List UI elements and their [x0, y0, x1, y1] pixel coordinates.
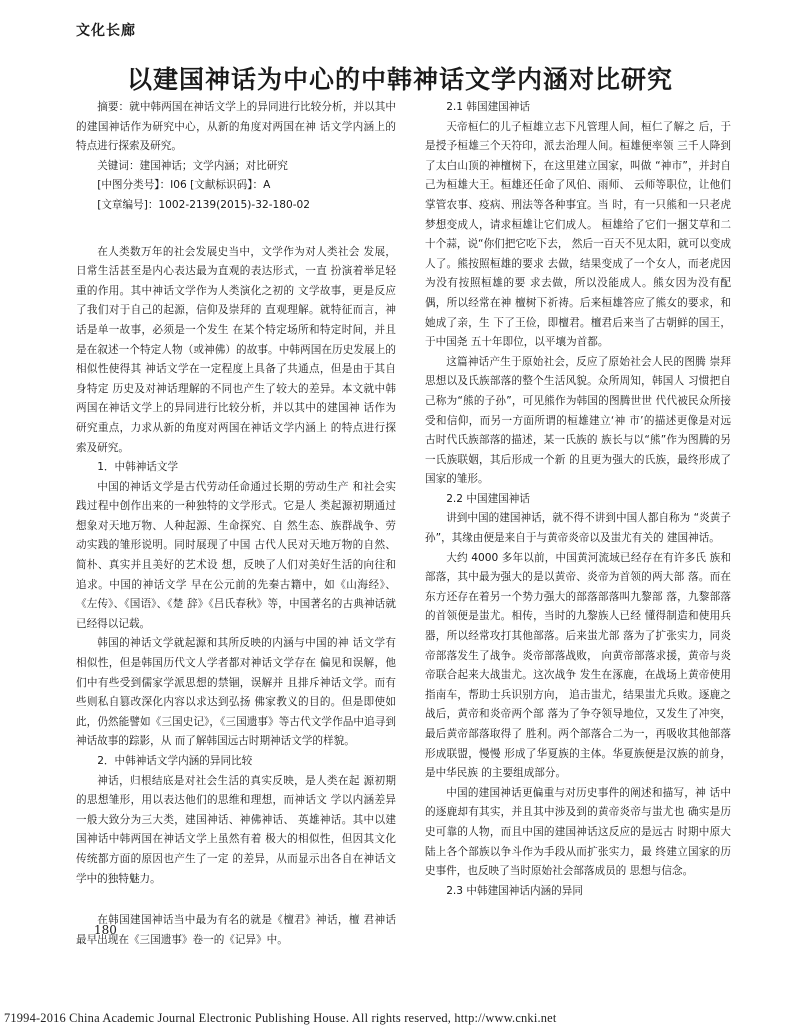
paragraph: 这篇神话产生于原始社会，反应了原始社会人民的图腾 崇拜思想以及氏族部落的整个生活风貌。众所周知，韩国人 习惯把自己称为“熊的子孙”，可见熊作为韩国的图腾世世 代代被民众所接受和信仰，而另一方面所谓的桓雄建立‘神 市’的描述更像是对远古时代氏族部落的描述，某一氏族的 族长与以“熊”作为图腾的另一氏族联姻，其后形成一个新 的且更为强大的氏族，最终形成了国家的雏形。: [425, 355, 731, 486]
subsection-heading-2-2: 2.2 中国建国神话: [446, 492, 530, 505]
paragraph: 大约 4000 多年以前，中国黄河流域已经存在有许多氏 族和部落，其中最为强大的是以黄帝、炎帝为首领的两大部 落。而在东方还存在着另一个势力强大的部落部落叫九黎部 落，九黎部落的首领便是蚩尤。相传，当时的九黎族人已经 懂得制造和使用兵器，所以经常攻打其他部落。后来蚩尤部 落为了扩张实力，同炎帝部落发生了战争。炎帝部落战败， 向黄帝部落求援，黄帝与炎帝联合起来大战蚩尤。这次战争 发生在涿鹿，在战场上黄帝使用指南车，帮助士兵识别方向， 追击蚩尤，结果蚩尤兵败。逐鹿之战后，黄帝和炎帝两个部 落为了争夺领导地位，又发生了冲突，最后黄帝部落取得了 胜利。两个部落合二为一，再吸收其他部落形成联盟，慢慢 形成了华夏族的主体。华夏族便是汉族的前身，是中华民族 的主要组成部分。: [425, 551, 731, 780]
paragraph: 天帝桓仁的儿子桓雄立志下凡管理人间，桓仁了解之 后，于是授予桓雄三个天符印，派去治理人间。桓雄便率领 三千人降到了太白山顶的神檀树下，在这里建立国家，叫做 “神市”，并封自己为桓雄大王。桓雄还任命了风伯、雨师、 云师等职位，让他们掌管农事、疫病、刑法等各种事宜。当 时，有一只熊和一只老虎梦想变成人，请求桓雄让它们成人。 桓雄给了它们一捆艾草和二十个蒜，说“你们把它吃下去， 然后一百天不见太阳，就可以变成人了。熊按照桓雄的要求 去做，结果变成了一个女人，而老虎因为没有按照桓雄的要 求去做，所以没能成人。熊女因为没有配偶，所以经常在神 檀树下祈祷。后来桓雄答应了熊女的要求，和她成了亲，生 下了王俭，即檀君。檀君后来当了古朝鲜的国王，于中国尧 五十年即位，以平壤为首都。: [425, 120, 731, 349]
keywords: 关键词：建国神话；文学内涵；对比研究: [97, 159, 288, 172]
spacer: [76, 216, 396, 243]
copyright-footer: 71994-2016 China Academic Journal Electronic Publishing House. All rights reserved, http://www.cnki.net: [4, 1011, 557, 1025]
abstract: 摘要：就中韩两国在神话文学上的异同进行比较分析，并以其中的建国神话作为研究中心，从新的角度对两国在神 话文学内涵上的特点进行探索及研究。: [76, 101, 396, 153]
paragraph: 中国的神话文学是古代劳动任命通过长期的劳动生产 和社会实践过程中创作出来的一种独特的文学形式。它是人 类起源初期通过想象对天地万物、人种起源、生命探究、自 然生态、族群战争、劳动实践的雏形说明。同时展现了中国 古代人民对天地万物的自然、简朴、真实并且美好的艺术设 想，反映了人们对美好生活的向往和追求。中国的神话文学 早在公元前的先秦古籍中，如《山海经》、《左传》、《国语》、《楚 辞》《吕氏春秋》等，中国著名的古典神话就已经得以记载。: [76, 480, 396, 630]
page-number: 180: [94, 923, 117, 937]
page-title: 以建国神话为中心的中韩神话文学内涵对比研究: [126, 65, 673, 94]
paragraph: 韩国的神话文学就起源和其所反映的内涵与中国的神 话文学有相似性，但是韩国历代文人学者都对神话文学存在 偏见和误解，他们中有些受到儒家学派思想的禁锢，误解并 且排斥神话文学。而有些则私自篡改深化内容以求达到弘扬 佛家教义的目的。但是即使如此，仍然能譬如《三国史记》，《三国遗事》等古代文学作品中追寻到神话故事的踪影，从 而了解韩国远古时期神话文学的样貌。: [76, 637, 396, 748]
section-heading-2: 2．中韩神话文学内涵的异同比较: [97, 755, 253, 767]
right-column: [425, 98, 731, 901]
subsection-heading-2-3: 2.3 中韩建国神话内涵的异同: [446, 884, 583, 897]
paragraph: 在韩国建国神话当中最为有名的就是《檀君》神话，檀 君神话最早出现在《三国遗事》卷一的《记异》中。: [76, 914, 396, 946]
intro-paragraph: 在人类数万年的社会发展史当中，文学作为对人类社会 发展，日常生活甚至是内心表达最为直观的表达形式，一直 扮演着举足轻重的作用。其中神话文学作为人类演化之初的 文学故事，更是反应了我们对于自己的起源，信仰及崇拜的 直观理解。就特征而言，神话是单一故事，必须是一个发生 在某个特定场所和特定时间，并且是在叙述一个特定人物（或神佛）的故事。中韩两国在历史发展上的相似性使得其 神话文学在一定程度上具备了共通点，但是由于其自身特定 历史及对神话理解的不同也产生了较大的差异。本文就中韩 两国在神话文学上的异同进行比较分析，并以其中的建国神 话作为研究重点，力求从新的角度对两国在神话文学内涵上 的特点进行探索及研究。: [76, 245, 396, 454]
left-column: [76, 98, 396, 950]
clc-number: [中图分类号】：I06 [文献标识码】：A: [97, 179, 271, 192]
section-heading-1: 1．中韩神话文学: [97, 461, 179, 474]
article-number: [文章编号]：1002-2139(2015)-32-180-02: [97, 198, 311, 211]
subsection-heading-2-1: 2.1 韩国建国神话: [446, 101, 530, 113]
paragraph: 中国的建国神话更偏重与对历史事件的阐述和描写，神 话中的逐鹿却有其实，并且其中涉及到的黄帝炎帝与蚩尤也 确实是历史可靠的人物，而且中国的建国神话这反应的是远古 时期中原大陆上各个部族以争斗作为手段从而扩张实力，最 终建立国家的历史事件，也反映了当时原始社会部落成员的 思想与信念。: [425, 786, 731, 878]
paragraph: 神话，归根结底是对社会生活的真实反映，是人类在起 源初期的思想雏形，用以表达他们的思维和理想，而神话文 学以内涵差异一般大致分为三大类，建国神话、神佛神话、 英雄神话。其中以建国神话中韩两国在神话文学上虽然有着 极大的相似性，但因其文化传统都方面的原因也产生了一定 的差异，从而显示出各自在神话文学中的独特魅力。: [76, 774, 396, 885]
paragraph: 讲到中国的建国神话，就不得不讲到中国人都自称为 “炎黄子孙”，其缘由便是来自于与黄帝炎帝以及蚩尤有关的 建国神话。: [425, 512, 731, 545]
section-label: 文化长廊: [76, 23, 136, 39]
